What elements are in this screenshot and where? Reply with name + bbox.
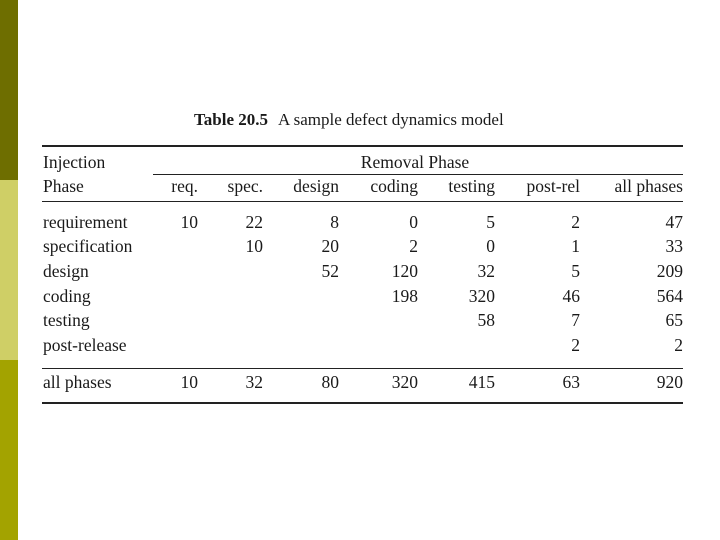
table-cell: 20 <box>321 236 339 256</box>
column-header-spec: spec. <box>227 176 263 196</box>
total-cell: 920 <box>656 372 683 392</box>
table-cell: 58 <box>477 310 495 330</box>
total-cell: 63 <box>562 372 580 392</box>
table-caption <box>194 110 504 130</box>
injection-header-line2: Phase <box>43 176 84 196</box>
row-label: design <box>43 261 89 281</box>
table-cell: 198 <box>391 286 418 306</box>
column-header-testing: testing <box>448 176 495 196</box>
table-cell: 2 <box>409 236 418 256</box>
removal-phase-rule <box>153 174 683 175</box>
table-caption-text: A sample defect dynamics model <box>278 110 504 129</box>
column-header-all-phases: all phases <box>614 176 683 196</box>
row-label: specification <box>43 236 133 256</box>
table-cell: 65 <box>665 310 683 330</box>
table-cell: 52 <box>321 261 339 281</box>
total-cell: 32 <box>245 372 263 392</box>
table-cell: 22 <box>245 212 263 232</box>
table-cell: 209 <box>656 261 683 281</box>
row-label: testing <box>43 310 90 330</box>
table-cell: 7 <box>571 310 580 330</box>
column-header-req: req. <box>171 176 198 196</box>
table-cell: 320 <box>468 286 495 306</box>
column-header-coding: coding <box>370 176 418 196</box>
table-cell: 5 <box>571 261 580 281</box>
total-cell: 80 <box>321 372 339 392</box>
table-cell: 2 <box>674 335 683 355</box>
sidebar-stripe-olive <box>0 360 18 540</box>
removal-phase-header: Removal Phase <box>360 152 470 172</box>
total-cell: 415 <box>468 372 495 392</box>
table-cell: 0 <box>409 212 418 232</box>
table-cell: 46 <box>562 286 580 306</box>
table-cell: 32 <box>477 261 495 281</box>
header-bottom-rule <box>42 201 683 202</box>
table-caption-label: Table 20.5 <box>194 110 269 129</box>
row-label: requirement <box>43 212 128 232</box>
row-label: post-release <box>43 335 127 355</box>
table-cell: 0 <box>486 236 495 256</box>
total-cell: 320 <box>391 372 418 392</box>
column-header-design: design <box>293 176 339 196</box>
table-cell: 2 <box>571 212 580 232</box>
sidebar-stripe-light <box>0 180 18 360</box>
table-top-rule <box>42 145 683 147</box>
total-row-label: all phases <box>43 372 112 392</box>
table-cell: 10 <box>245 236 263 256</box>
table-bottom-rule <box>42 402 683 404</box>
table-cell: 10 <box>180 212 198 232</box>
table-cell: 120 <box>391 261 418 281</box>
table-cell: 5 <box>486 212 495 232</box>
table-cell: 2 <box>571 335 580 355</box>
column-header-post-rel: post-rel <box>526 176 580 196</box>
table-cell: 564 <box>656 286 683 306</box>
total-cell: 10 <box>180 372 198 392</box>
row-label: coding <box>43 286 91 306</box>
total-top-rule <box>42 368 683 369</box>
table-cell: 8 <box>330 212 339 232</box>
table-cell: 47 <box>665 212 683 232</box>
table-cell: 1 <box>571 236 580 256</box>
sidebar-stripe-dark <box>0 0 18 180</box>
table-cell: 33 <box>665 236 683 256</box>
injection-header-line1: Injection <box>43 152 106 172</box>
